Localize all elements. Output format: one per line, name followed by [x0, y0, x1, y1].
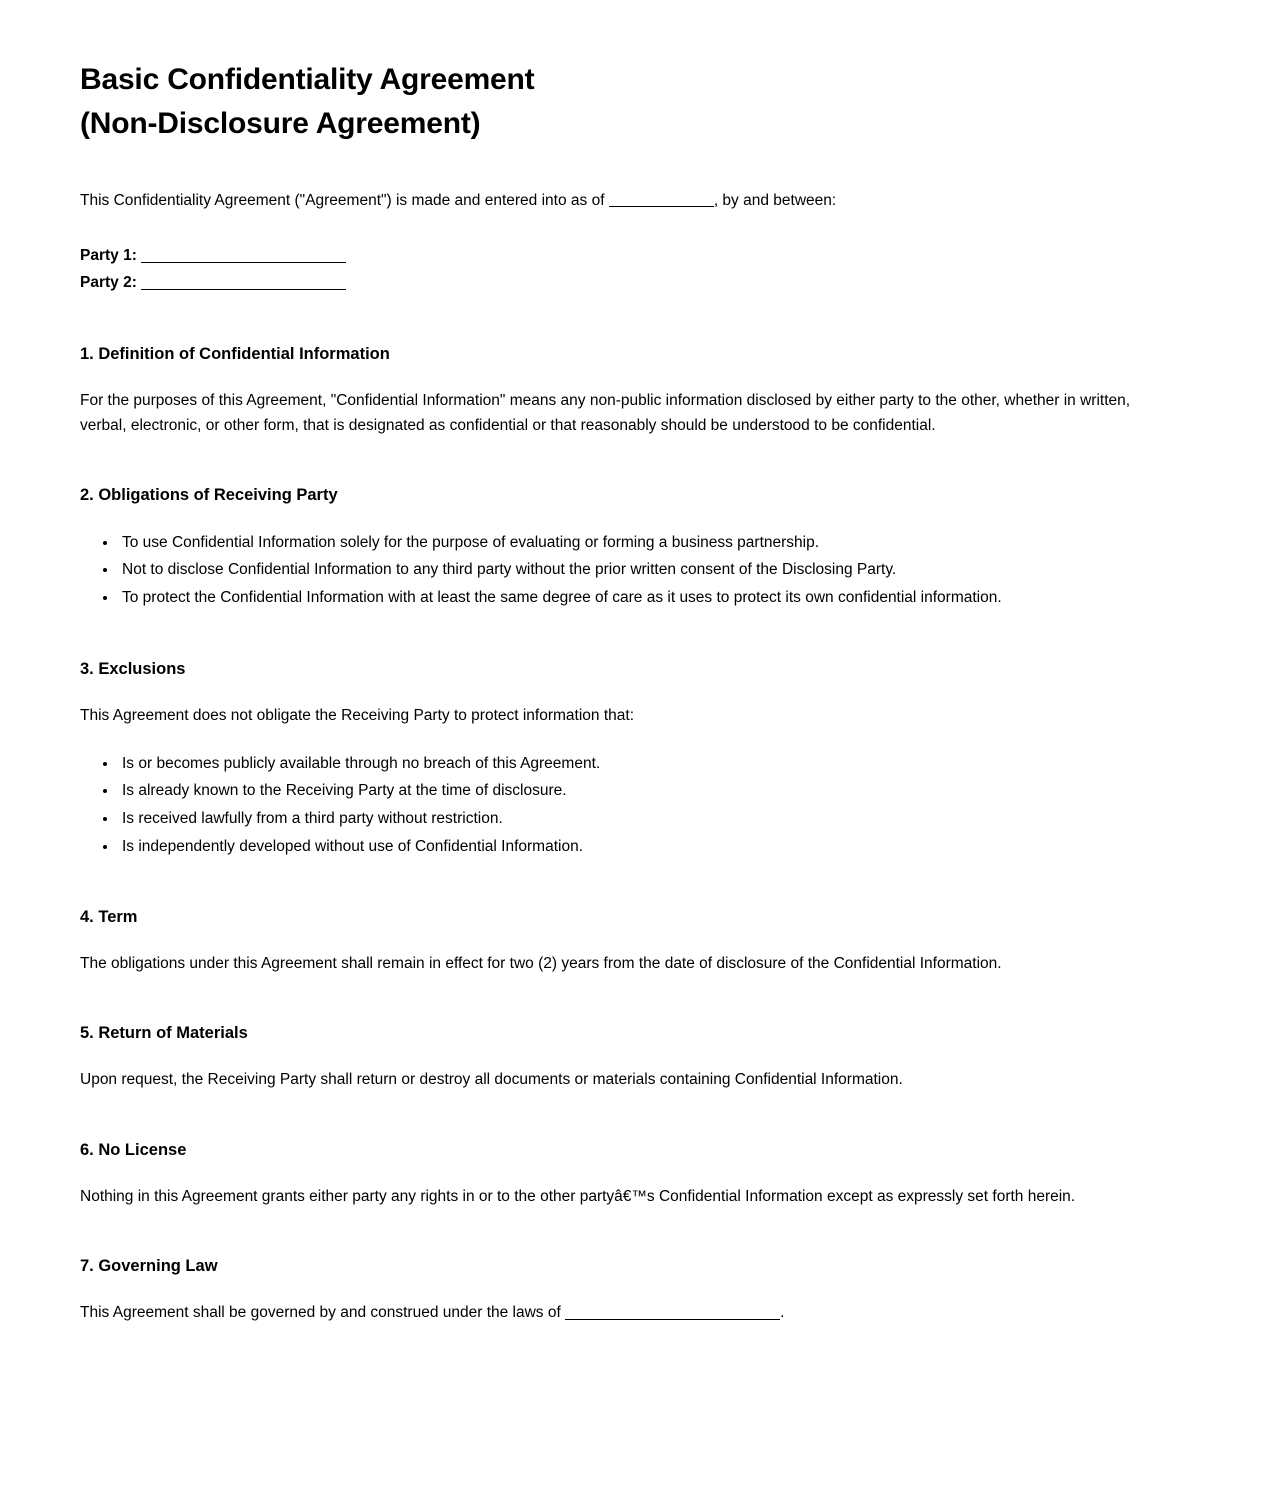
section-bullets-2	[80, 529, 1183, 612]
party-2-blank	[141, 289, 346, 290]
intro-text-after: , by and between:	[713, 192, 837, 209]
section-heading-3: 3. Exclusions	[80, 659, 186, 678]
list-item: • Is independently developed without use of Confidential Information.	[118, 833, 1183, 861]
section-paragraph-6: Nothing in this Agreement grants either party any rights in or to the other partyâ€™s Confidential Information except as expressly set forth herein.	[80, 1187, 1076, 1205]
effective-date-blank	[609, 206, 714, 207]
section-paragraph-3: This Agreement does not obligate the Receiving Party to protect information that:	[80, 706, 635, 724]
intro-paragraph	[80, 189, 1183, 212]
section-paragraph-5: Upon request, the Receiving Party shall return or destroy all documents or materials containing Confidential Information.	[80, 1071, 903, 1089]
page-title-line-1: Basic Confidentiality Agreement	[80, 63, 535, 96]
section-paragraph-1: For the purposes of this Agreement, "Confidential Information" means any non-public information disclosed by either party to the other, whether in written, verbal, electronic, or other form, that is designated as confidential or that reasonably should be understood to be confidential.	[80, 391, 1131, 434]
section-heading-4: 4. Term	[80, 908, 138, 927]
section-heading-1: 1. Definition of Confidential Information	[80, 344, 390, 363]
list-item: • Is received lawfully from a third party without restriction.	[118, 805, 1183, 833]
page-title	[80, 58, 1183, 145]
governing-law-text-before: This Agreement shall be governed by and construed under the laws of	[80, 1303, 566, 1321]
section-paragraph-4: The obligations under this Agreement shall remain in effect for two (2) years from the date of disclosure of the Confidential Information.	[80, 955, 1002, 973]
section-heading-2: 2. Obligations of Receiving Party	[80, 485, 338, 504]
list-item: • Not to disclose Confidential Information to any third party without the prior written consent of the Disclosing Party.	[118, 556, 1183, 584]
party-2-line	[80, 269, 1183, 296]
governing-law-text-after: .	[780, 1303, 785, 1321]
list-item: • Is already known to the Receiving Party at the time of disclosure.	[118, 777, 1183, 805]
governing-law-blank	[565, 1319, 780, 1320]
party-1-line	[80, 242, 1183, 269]
party-1-blank	[141, 262, 346, 263]
parties-block	[80, 242, 1183, 296]
list-item: • Is or becomes publicly available through no breach of this Agreement.	[118, 750, 1183, 778]
section-paragraph-7	[80, 1300, 1175, 1325]
section-bullets-3	[80, 750, 1183, 860]
list-item: • To use Confidential Information solely for the purpose of evaluating or forming a business partnership.	[118, 529, 1183, 557]
section-heading-5: 5. Return of Materials	[80, 1024, 248, 1043]
intro-text-before: This Confidentiality Agreement ("Agreement") is made and entered into as of	[80, 192, 609, 209]
list-item: • To protect the Confidential Information with at least the same degree of care as it uses to protect its own confidential information.	[118, 584, 1183, 612]
section-heading-7: 7. Governing Law	[80, 1256, 218, 1275]
party-2-label: Party 2:	[80, 274, 137, 292]
section-heading-6: 6. No License	[80, 1140, 187, 1159]
page-title-line-2: (Non-Disclosure Agreement)	[80, 106, 481, 140]
party-1-label: Party 1:	[80, 247, 137, 265]
